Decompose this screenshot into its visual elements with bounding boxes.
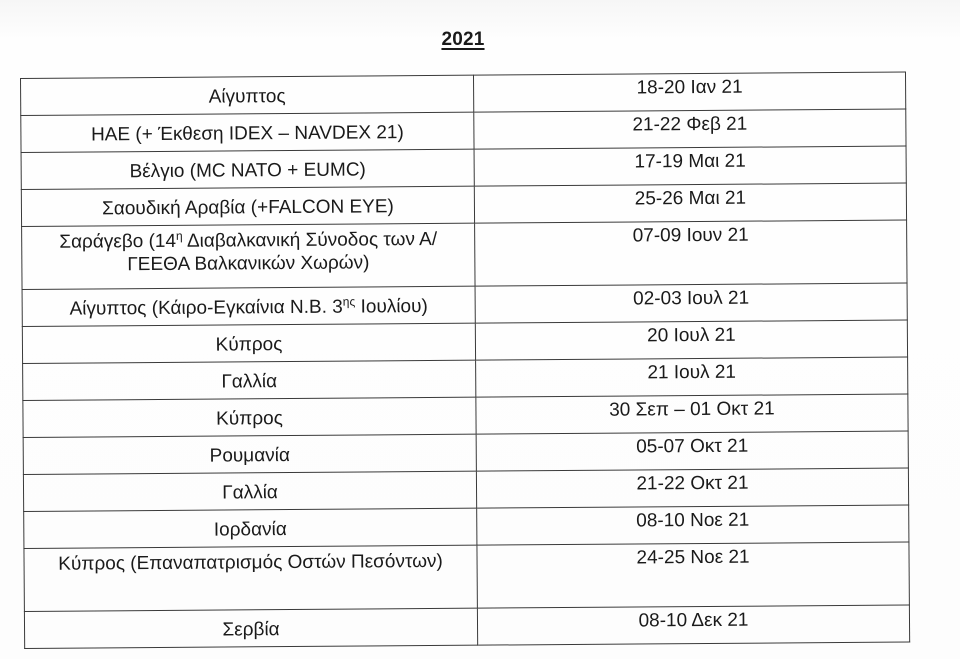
- date-cell: 05-07 Οκτ 21: [476, 431, 908, 471]
- table-row: [21, 109, 906, 152]
- date-cell: 17-19 Μαι 21: [474, 146, 906, 186]
- country-cell: Βέλγιο (MC NATO + EUMC): [21, 149, 474, 189]
- visits-table: [20, 72, 910, 649]
- country-text: Διαβαλκανική Σύνοδος των Α/ΓΕΕΘΑ Βαλκανικών Χωρών): [127, 228, 438, 276]
- country-cell: ΗΑΕ (+ Έκθεση IDEX – NAVDEX 21): [21, 112, 474, 152]
- date-cell: 20 Ιουλ 21: [475, 320, 907, 360]
- year-heading: 2021: [441, 29, 485, 50]
- country-cell: Κύπρος: [23, 397, 476, 437]
- table-row: [23, 394, 908, 437]
- country-cell: [22, 286, 475, 326]
- country-text: Αίγυπτος (Κάιρο-Εγκαίνια Ν.Β. 3: [69, 296, 343, 320]
- country-text: Σαράγεβο (14: [59, 230, 177, 253]
- date-cell: 25-26 Μαι 21: [474, 183, 906, 223]
- table-row: [23, 431, 908, 474]
- ordinal-superscript: η: [175, 228, 183, 243]
- date-cell: 30 Σεπ – 01 Οκτ 21: [476, 394, 908, 434]
- date-cell: 24-25 Νοε 21: [477, 542, 909, 608]
- date-cell: 07-09 Ιουν 21: [475, 220, 907, 286]
- country-cell: Κύπρος (Επαναπατρισμός Οστών Πεσόντων): [24, 545, 477, 611]
- country-cell: Αίγυπτος: [21, 75, 474, 115]
- country-cell: Κύπρος: [22, 323, 475, 363]
- table-row: [21, 146, 906, 189]
- country-cell: Ιορδανία: [24, 508, 477, 548]
- table-row: [24, 505, 909, 548]
- table-row: [22, 320, 907, 363]
- document-title: [0, 29, 926, 51]
- table-row: [22, 220, 907, 289]
- table-row: [23, 357, 908, 400]
- table-row: [24, 605, 909, 648]
- visits-table-container: [20, 72, 910, 649]
- country-cell: Σαουδική Αραβία (+FALCON EYE): [21, 186, 474, 226]
- country-cell: Γαλλία: [23, 471, 476, 511]
- date-cell: 18-20 Ιαν 21: [473, 72, 905, 112]
- table-row: [21, 183, 906, 226]
- date-cell: 08-10 Νοε 21: [477, 505, 909, 545]
- date-cell: 21-22 Φεβ 21: [474, 109, 906, 149]
- country-text: Ιουλίου): [355, 296, 428, 318]
- country-cell: Ρουμανία: [23, 434, 476, 474]
- date-cell: 02-03 Ιουλ 21: [475, 283, 907, 323]
- country-cell: Γαλλία: [23, 360, 476, 400]
- table-row: [24, 542, 909, 611]
- table-row: [22, 283, 907, 326]
- date-cell: 21 Ιουλ 21: [476, 357, 908, 397]
- country-cell: Σερβία: [24, 608, 477, 648]
- country-cell: [22, 223, 475, 289]
- date-cell: 08-10 Δεκ 21: [477, 605, 909, 645]
- date-cell: 21-22 Οκτ 21: [476, 468, 908, 508]
- table-row: [21, 72, 906, 115]
- table-row: [23, 468, 908, 511]
- ordinal-superscript: ης: [342, 294, 356, 309]
